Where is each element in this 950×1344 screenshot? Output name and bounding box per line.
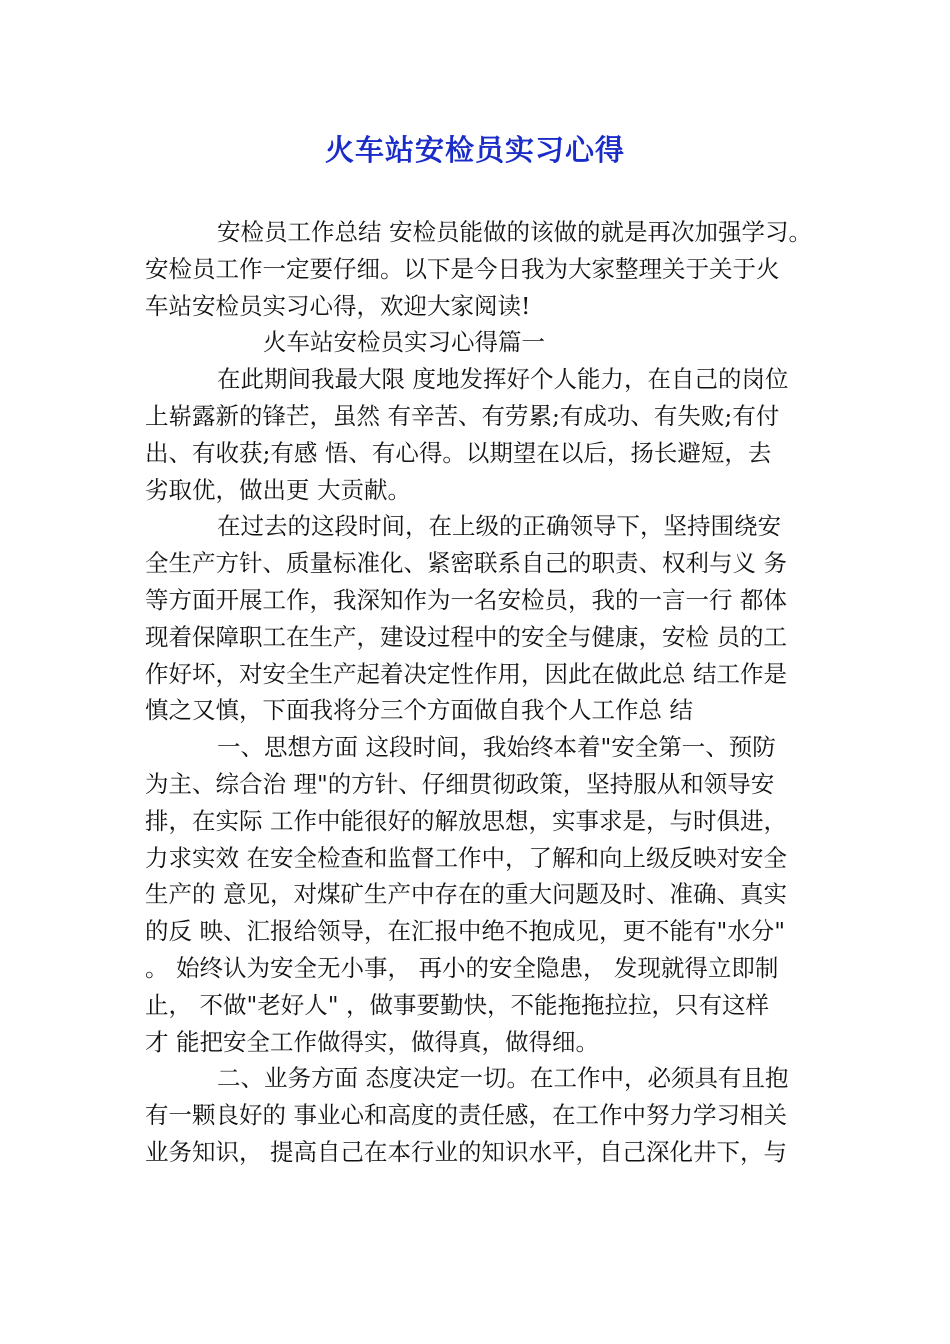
- text-line: 安检员工作总结 安检员能做的该做的就是再次加强学习。: [217, 218, 812, 246]
- text-line: 才 能把安全工作做得实，做得真，做得细。: [145, 1027, 599, 1056]
- text-line: 生产的 意见，对煤矿生产中存在的重大问题及时、准确、真实: [145, 880, 787, 909]
- text-line: 等方面开展工作，我深知作为一名安检员，我的一言一行 都体: [145, 585, 787, 614]
- text-line: 车站安检员实习心得，欢迎大家阅读!: [145, 291, 531, 320]
- text-line: 力求实效 在安全检查和监督工作中，了解和向上级反映对安全: [145, 843, 787, 872]
- text-line: 止， 不做"老好人" ，做事要勤快，不能拖拖拉拉，只有这样: [145, 990, 770, 1019]
- text-line: 上崭露新的锋芒，虽然 有辛苦、有劳累;有成功、有失败;有付: [145, 401, 780, 430]
- text-line: 有一颗良好的 事业心和高度的责任感，在工作中努力学习相关: [145, 1101, 787, 1130]
- text-line: 现着保障职工在生产，建设过程中的安全与健康，安检 员的工: [145, 622, 787, 651]
- text-line: 火车站安检员实习心得篇一: [263, 328, 545, 357]
- document-title: 火车站安检员实习心得: [324, 133, 625, 167]
- document-body: [145, 214, 810, 1171]
- text-line: 劣取优，做出更 大贡献。: [145, 475, 411, 504]
- text-line: 为主、综合治 理"的方针、仔细贯彻政策，坚持服从和领导安: [145, 769, 775, 798]
- text-line: 在此期间我最大限 度地发挥好个人能力，在自己的岗位: [217, 365, 789, 394]
- text-line: 安检员工作一定要仔细。以下是今日我为大家整理关于关于火: [145, 254, 780, 283]
- text-line: 业务知识， 提高自己在本行业的知识水平，自己深化井下，与: [145, 1137, 787, 1166]
- text-line: 出、有收获;有感 悟、有心得。以期望在以后，扬长避短，去: [145, 438, 772, 467]
- text-line: 二、业务方面 态度决定一切。在工作中，必须具有且抱: [217, 1064, 789, 1093]
- text-line: 的反 映、汇报给领导，在汇报中绝不抱成见，更不能有"水分": [145, 917, 786, 946]
- text-line: 。 始终认为安全无小事， 再小的安全隐患， 发现就得立即制: [145, 953, 779, 982]
- text-line: 排，在实际 工作中能很好的解放思想，实事求是，与时俱进，: [145, 806, 787, 835]
- text-line: 在过去的这段时间，在上级的正确领导下，坚持围绕安: [217, 512, 781, 541]
- text-line: 一、思想方面 这段时间，我始终本着"安全第一、预防: [217, 733, 776, 762]
- text-line: 作好坏，对安全生产起着决定性作用，因此在做此总 结工作是: [145, 659, 787, 688]
- text-line: 慎之又慎，下面我将分三个方面做自我个人工作总 结: [145, 696, 693, 725]
- text-line: 全生产方针、质量标准化、紧密联系自己的职责、权利与义 务: [145, 549, 787, 578]
